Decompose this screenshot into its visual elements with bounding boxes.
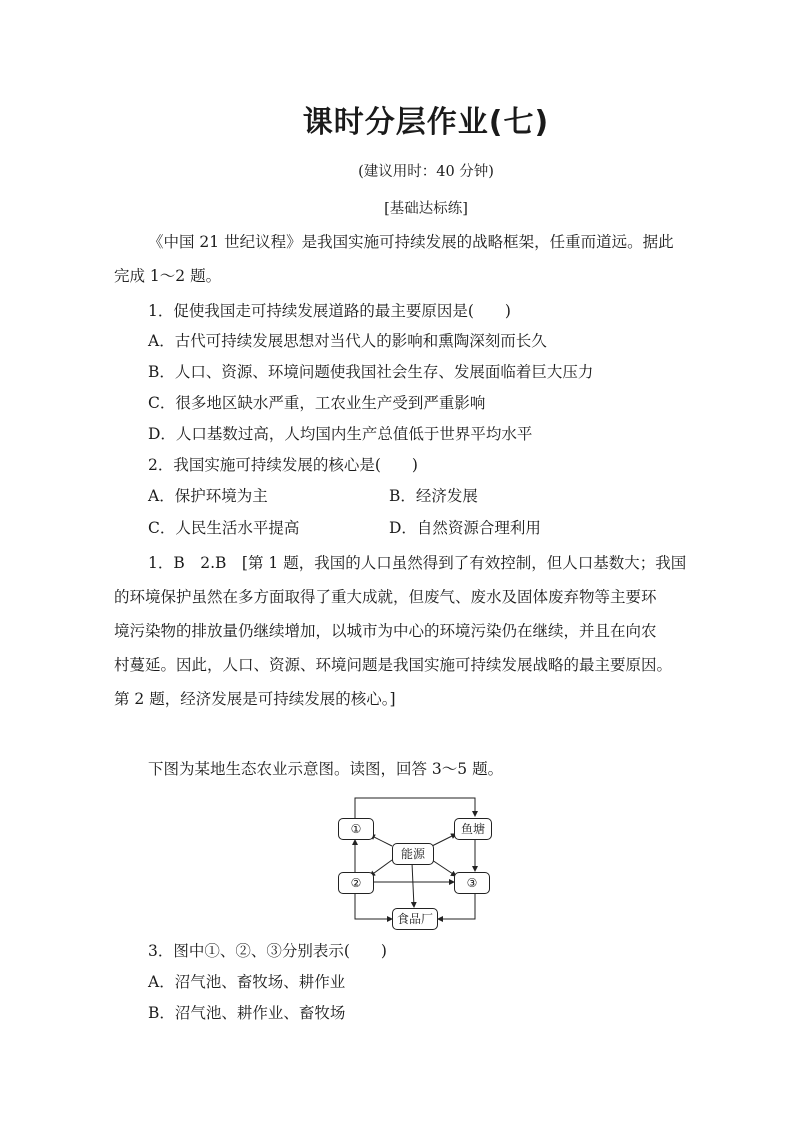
answer-line-4: 村蔓延。因此，人口、资源、环境问题是我国实施可持续发展战略的最主要原因。 — [114, 656, 673, 674]
diagram-node-3: ③ — [454, 872, 490, 894]
question-1-option-b: B．人口、资源、环境问题使我国社会生存、发展面临着巨大压力 — [148, 363, 594, 381]
diagram-node-food-factory: 食品厂 — [392, 908, 438, 930]
diagram-node-energy: 能源 — [392, 843, 434, 865]
eco-agriculture-diagram — [330, 790, 500, 935]
answer-line-3: 境污染物的排放量仍继续增加，以城市为中心的环境污染仍在继续，并且在向农 — [114, 622, 657, 640]
question-3-option-b: B．沼气池、耕作业、畜牧场 — [148, 1004, 346, 1022]
answer-line-1: 1．B 2.B [第 1 题，我国的人口虽然得到了有效控制，但人口基数大；我国 — [148, 554, 687, 572]
question-3-stem: 3．图中①、②、③分别表示( ) — [148, 942, 387, 960]
intro-line-1: 《中国 21 世纪议程》是我国实施可持续发展的战略框架，任重而道远。据此 — [148, 233, 674, 251]
question-2-option-a: A．保护环境为主 — [148, 487, 268, 505]
diagram-node-2: ② — [338, 872, 374, 894]
question-1-option-c: C．很多地区缺水严重，工农业生产受到严重影响 — [148, 394, 486, 412]
question-3-option-a: A．沼气池、畜牧场、耕作业 — [148, 973, 346, 991]
time-note: (建议用时：40 分钟) — [358, 164, 494, 180]
page-title: 课时分层作业(七) — [302, 105, 550, 140]
question-2-option-b: B．经济发展 — [389, 487, 478, 505]
diagram-intro: 下图为某地生态农业示意图。读图，回答 3～5 题。 — [148, 760, 504, 778]
question-1-option-d: D．人口基数过高，人均国内生产总值低于世界平均水平 — [148, 425, 533, 443]
question-2-option-d: D．自然资源合理利用 — [389, 519, 541, 537]
question-2-option-c: C．人民生活水平提高 — [148, 519, 300, 537]
question-2-stem: 2．我国实施可持续发展的核心是( ) — [148, 456, 418, 474]
diagram-node-1: ① — [338, 818, 374, 840]
question-1-stem: 1．促使我国走可持续发展道路的最主要原因是( ) — [148, 302, 511, 320]
answer-line-2: 的环境保护虽然在多方面取得了重大成就，但废气、废水及固体废弃物等主要环 — [114, 588, 657, 606]
diagram-node-fish-pond: 鱼塘 — [454, 818, 492, 840]
intro-line-2: 完成 1～2 题。 — [114, 267, 222, 285]
answer-line-5: 第 2 题，经济发展是可持续发展的核心。] — [114, 690, 396, 708]
section-heading: [基础达标练] — [384, 201, 468, 217]
question-1-option-a: A．古代可持续发展思想对当代人的影响和熏陶深刻而长久 — [148, 332, 547, 350]
